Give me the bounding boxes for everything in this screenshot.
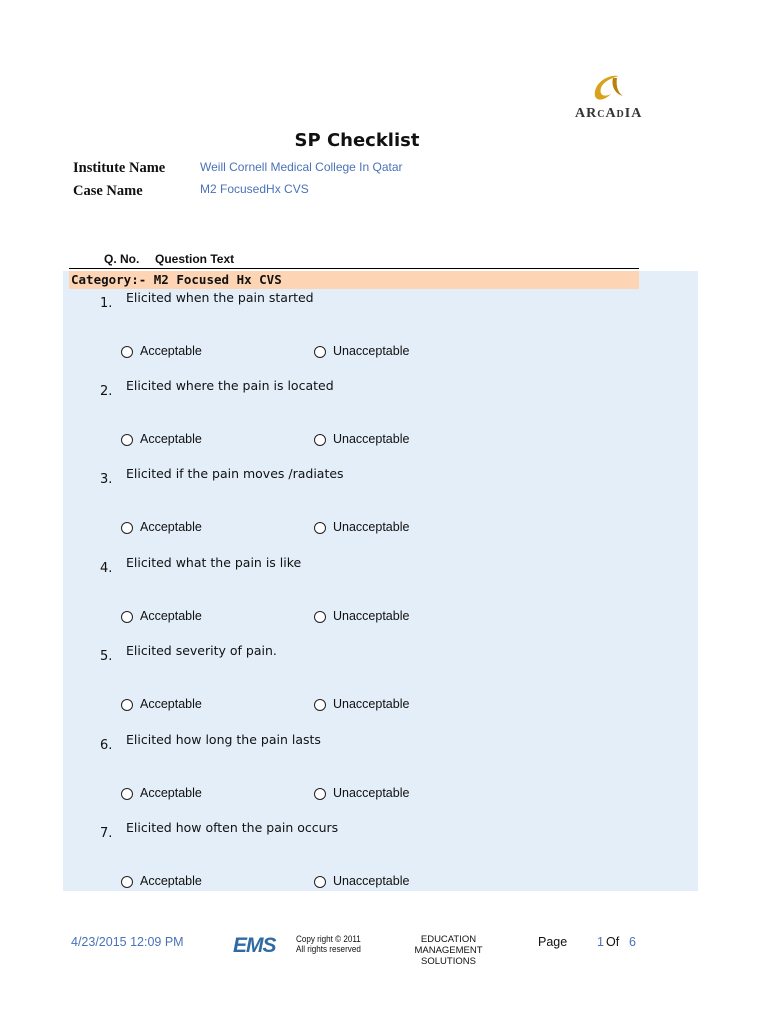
acceptable-option[interactable] xyxy=(121,786,202,800)
question-item xyxy=(0,643,700,737)
unacceptable-option[interactable] xyxy=(314,432,409,446)
case-value: M2 FocusedHx CVS xyxy=(200,182,309,196)
question-item xyxy=(0,290,700,384)
page-number: 1 xyxy=(597,935,604,949)
acceptable-option[interactable] xyxy=(121,344,202,358)
unacceptable-label: Unacceptable xyxy=(333,697,410,711)
copyright-line: Copy right © 2011 xyxy=(296,934,361,944)
unacceptable-option[interactable] xyxy=(314,697,409,711)
acceptable-option[interactable] xyxy=(121,697,202,711)
question-item xyxy=(0,555,700,649)
page-total: 6 xyxy=(629,935,636,949)
radio-button[interactable] xyxy=(314,434,326,446)
radio-button[interactable] xyxy=(314,876,326,888)
radio-button[interactable] xyxy=(314,699,326,711)
question-text: Elicited how often the pain occurs xyxy=(126,820,339,835)
question-text: Elicited severity of pain. xyxy=(126,643,277,658)
unacceptable-option[interactable] xyxy=(314,520,409,534)
ems-logo: EMS xyxy=(233,934,276,957)
unacceptable-label: Unacceptable xyxy=(333,520,410,534)
question-number: 2. xyxy=(100,384,113,399)
unacceptable-option[interactable] xyxy=(314,786,409,800)
radio-button[interactable] xyxy=(314,788,326,800)
question-number: 1. xyxy=(100,296,113,311)
case-label: Case Name xyxy=(73,183,143,199)
column-header-question-text: Question Text xyxy=(155,252,235,266)
unacceptable-label: Unacceptable xyxy=(333,432,410,446)
unacceptable-label: Unacceptable xyxy=(333,609,410,623)
radio-button[interactable] xyxy=(121,876,133,888)
question-number: 6. xyxy=(100,738,113,753)
question-number: 4. xyxy=(100,561,113,576)
column-header-qno: Q. No. xyxy=(104,252,140,266)
footer-datetime: 4/23/2015 12:09 PM xyxy=(71,935,184,949)
radio-button[interactable] xyxy=(314,611,326,623)
acceptable-option[interactable] xyxy=(121,874,202,888)
question-number: 3. xyxy=(100,472,113,487)
acceptable-label: Acceptable xyxy=(140,697,202,711)
question-text: Elicited when the pain started xyxy=(126,290,314,305)
question-text: Elicited where the pain is located xyxy=(126,378,334,393)
arcadia-logo-text: ARcAdIA xyxy=(575,106,643,121)
question-item xyxy=(0,466,700,560)
acceptable-label: Acceptable xyxy=(140,786,202,800)
page-label: Page xyxy=(538,935,568,949)
question-number: 7. xyxy=(100,826,113,841)
question-item xyxy=(0,820,700,914)
institute-label: Institute Name xyxy=(73,160,166,176)
header-divider xyxy=(69,268,639,269)
acceptable-label: Acceptable xyxy=(140,874,202,888)
acceptable-label: Acceptable xyxy=(140,609,202,623)
page-title: SP Checklist xyxy=(294,130,420,151)
radio-button[interactable] xyxy=(121,346,133,358)
unacceptable-option[interactable] xyxy=(314,874,409,888)
arcadia-swoosh-icon xyxy=(589,72,625,106)
unacceptable-label: Unacceptable xyxy=(333,786,410,800)
unacceptable-label: Unacceptable xyxy=(333,344,410,358)
radio-button[interactable] xyxy=(121,788,133,800)
radio-button[interactable] xyxy=(121,434,133,446)
institute-value: Weill Cornell Medical College In Qatar xyxy=(200,160,403,174)
organization-name xyxy=(386,934,511,967)
unacceptable-label: Unacceptable xyxy=(333,874,410,888)
acceptable-option[interactable] xyxy=(121,432,202,446)
acceptable-label: Acceptable xyxy=(140,520,202,534)
radio-button[interactable] xyxy=(121,611,133,623)
question-item xyxy=(0,378,700,472)
organization-line: SOLUTIONS xyxy=(421,956,476,967)
radio-button[interactable] xyxy=(121,699,133,711)
question-item xyxy=(0,732,700,826)
arcadia-logo xyxy=(575,72,643,126)
acceptable-label: Acceptable xyxy=(140,432,202,446)
radio-button[interactable] xyxy=(314,522,326,534)
acceptable-option[interactable] xyxy=(121,609,202,623)
copyright-text xyxy=(296,934,361,954)
radio-button[interactable] xyxy=(121,522,133,534)
question-number: 5. xyxy=(100,649,113,664)
unacceptable-option[interactable] xyxy=(314,344,409,358)
category-header: Category:- M2 Focused Hx CVS xyxy=(69,271,639,289)
question-text: Elicited what the pain is like xyxy=(126,555,302,570)
page-of-label: Of xyxy=(606,935,620,949)
acceptable-label: Acceptable xyxy=(140,344,202,358)
question-text: Elicited if the pain moves /radiates xyxy=(126,466,344,481)
organization-line: EDUCATION MANAGEMENT xyxy=(414,934,483,956)
radio-button[interactable] xyxy=(314,346,326,358)
copyright-line: All rights reserved xyxy=(296,944,361,954)
acceptable-option[interactable] xyxy=(121,520,202,534)
question-text: Elicited how long the pain lasts xyxy=(126,732,321,747)
unacceptable-option[interactable] xyxy=(314,609,409,623)
